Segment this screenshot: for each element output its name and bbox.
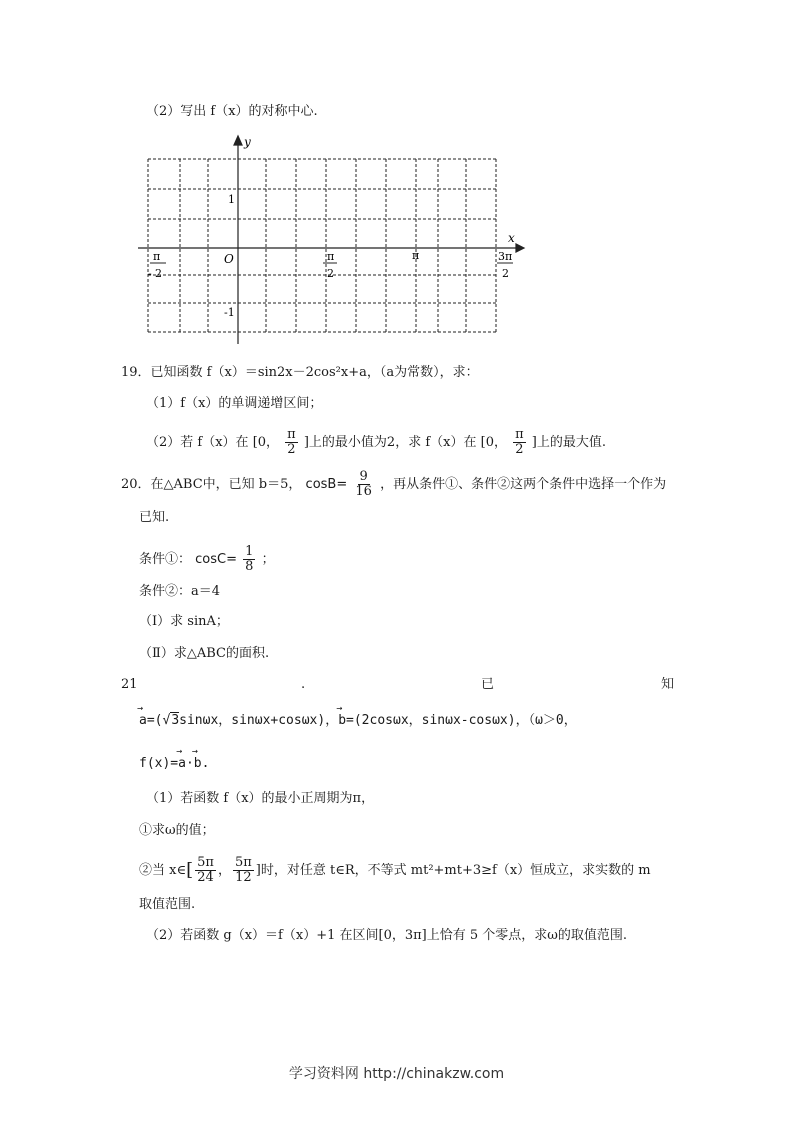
q21-part1-ii-cont: 取值范围. <box>139 897 196 912</box>
q21-yi: 已 <box>481 677 495 692</box>
q21-frac-5pi-12: $\frac{5\pi}{12}$ <box>234 855 252 885</box>
origin-label: O <box>224 252 234 266</box>
q19-part2-c: ]上的最大值. <box>531 435 607 450</box>
q21-p1ii-b: ]时，对任意 t∈R，不等式 mt²+mt+3≥f（x）恒成立，求实数的 m <box>255 863 651 878</box>
q20-c1-end: ； <box>261 552 275 567</box>
q19-frac-1: $\frac{\pi}{2}$ <box>287 427 296 457</box>
q20-condition2: 条件②：a＝4 <box>139 584 221 599</box>
pi-tick: π <box>412 249 420 262</box>
q21-fx: f(x)= <box>139 756 179 771</box>
q19-interval-open-2: [0， <box>480 435 507 450</box>
neg-pi-half-sign: - <box>148 267 152 280</box>
neg-pi-half-den: 2 <box>155 267 162 280</box>
q20-cosB-frac: $\frac{9}{16}$ <box>355 469 372 499</box>
q19-part2 <box>146 428 606 457</box>
q21-zhi: 知 <box>661 677 675 692</box>
neg-pi-half-num: π <box>153 250 161 263</box>
q20-stem-a: 20．在△ABC中，已知 b＝5， <box>121 477 302 492</box>
grid-lines <box>148 159 496 332</box>
q21-number: 21 <box>121 677 138 692</box>
y-tick-minus-1: -1 <box>224 306 235 319</box>
pi-half-num: π <box>327 250 335 263</box>
pi-half-den: 2 <box>327 267 334 280</box>
vector-a: → a <box>139 712 147 730</box>
q21-p1ii-a: ②当 x∈ <box>139 863 187 878</box>
q19-interval-open-1: [0， <box>252 435 280 450</box>
q21-part1-i: ①求ω的值； <box>139 823 215 838</box>
fx-end: . <box>201 756 210 771</box>
q20-cosB: cosB= <box>305 477 348 492</box>
q20-stem-b: ，再从条件①、条件②这两个条件中选择一个作为 <box>380 477 667 492</box>
q21-vectors: → a=(√3sinωx，sinωx+cosωx)，→ b=(2cosωx，sinωx-cosωx)，（ω＞0， <box>139 712 577 730</box>
q20-cosC-frac: $\frac{1}{8}$ <box>245 544 254 574</box>
x-axis-label: x <box>508 231 515 245</box>
q20-part-i: （Ⅰ）求 sinA； <box>139 614 229 629</box>
q21-part2: （2）若函数 g（x）＝f（x）+1 在区间[0，3π]上恰有 5 个零点，求ω的取值范围. <box>146 928 627 943</box>
three-pi-half-num: 3π <box>498 250 513 263</box>
q20-part-ii: （Ⅱ）求△ABC的面积. <box>139 646 270 661</box>
q21-frac-5pi-24: $\frac{5\pi}{24}$ <box>197 855 214 885</box>
q20-stem-c: 已知. <box>139 510 170 525</box>
q21-vec-a-eq: =( <box>146 713 163 728</box>
three-pi-half-den: 2 <box>502 267 509 280</box>
y-tick-1: 1 <box>228 193 235 206</box>
q20-condition1 <box>139 545 275 574</box>
q19-part1: （1）f（x）的单调递增区间； <box>146 396 323 411</box>
footer-watermark: 学习资料网 http://chinakzw.com <box>288 1066 505 1082</box>
q19-frac-2: $\frac{\pi}{2}$ <box>515 427 524 457</box>
coordinate-grid-graph <box>130 132 530 347</box>
sqrt-3: 3 <box>171 713 180 728</box>
q20-cosC: cosC= <box>195 552 237 567</box>
q21-fx-def <box>139 755 209 773</box>
q20-stem <box>121 470 666 499</box>
q21-part1-ii: ②当 x∈[ $\frac{5\pi}{24}$ ， $\frac{5\pi}{12}$ ]时，对任意 t∈R，不等式 mt²+mt+3≥f（x）恒成立，求实数的 m <box>139 855 651 885</box>
q19-stem: 19．已知函数 f（x）＝sin2x－2cos²x+a，（a为常数），求： <box>121 365 479 380</box>
fx-vector-a: → a <box>178 755 186 773</box>
q19-part2-b: ]上的最小值为2，求 f（x）在 <box>303 435 477 450</box>
q21-vec-b-rest: =(2cosωx，sinωx-cosωx)，（ω＞0， <box>346 713 577 728</box>
q18-part2: （2）写出 f（x）的对称中心. <box>146 104 318 119</box>
y-axis-label: y <box>244 135 251 149</box>
q21-vec-a-rest: sinωx，sinωx+cosωx)， <box>179 713 339 728</box>
q21-dot: . <box>301 677 306 692</box>
q19-part2-a: （2）若 f（x）在 <box>146 435 249 450</box>
q21-part1: （1）若函数 f（x）的最小正周期为π， <box>146 791 375 806</box>
fx-vector-b: → b <box>194 755 202 773</box>
q20-c1-label: 条件①： <box>139 552 192 567</box>
q21-p1ii-comma: ， <box>217 863 231 878</box>
fx-dot: · <box>185 756 194 771</box>
vector-b: → b <box>338 712 346 730</box>
